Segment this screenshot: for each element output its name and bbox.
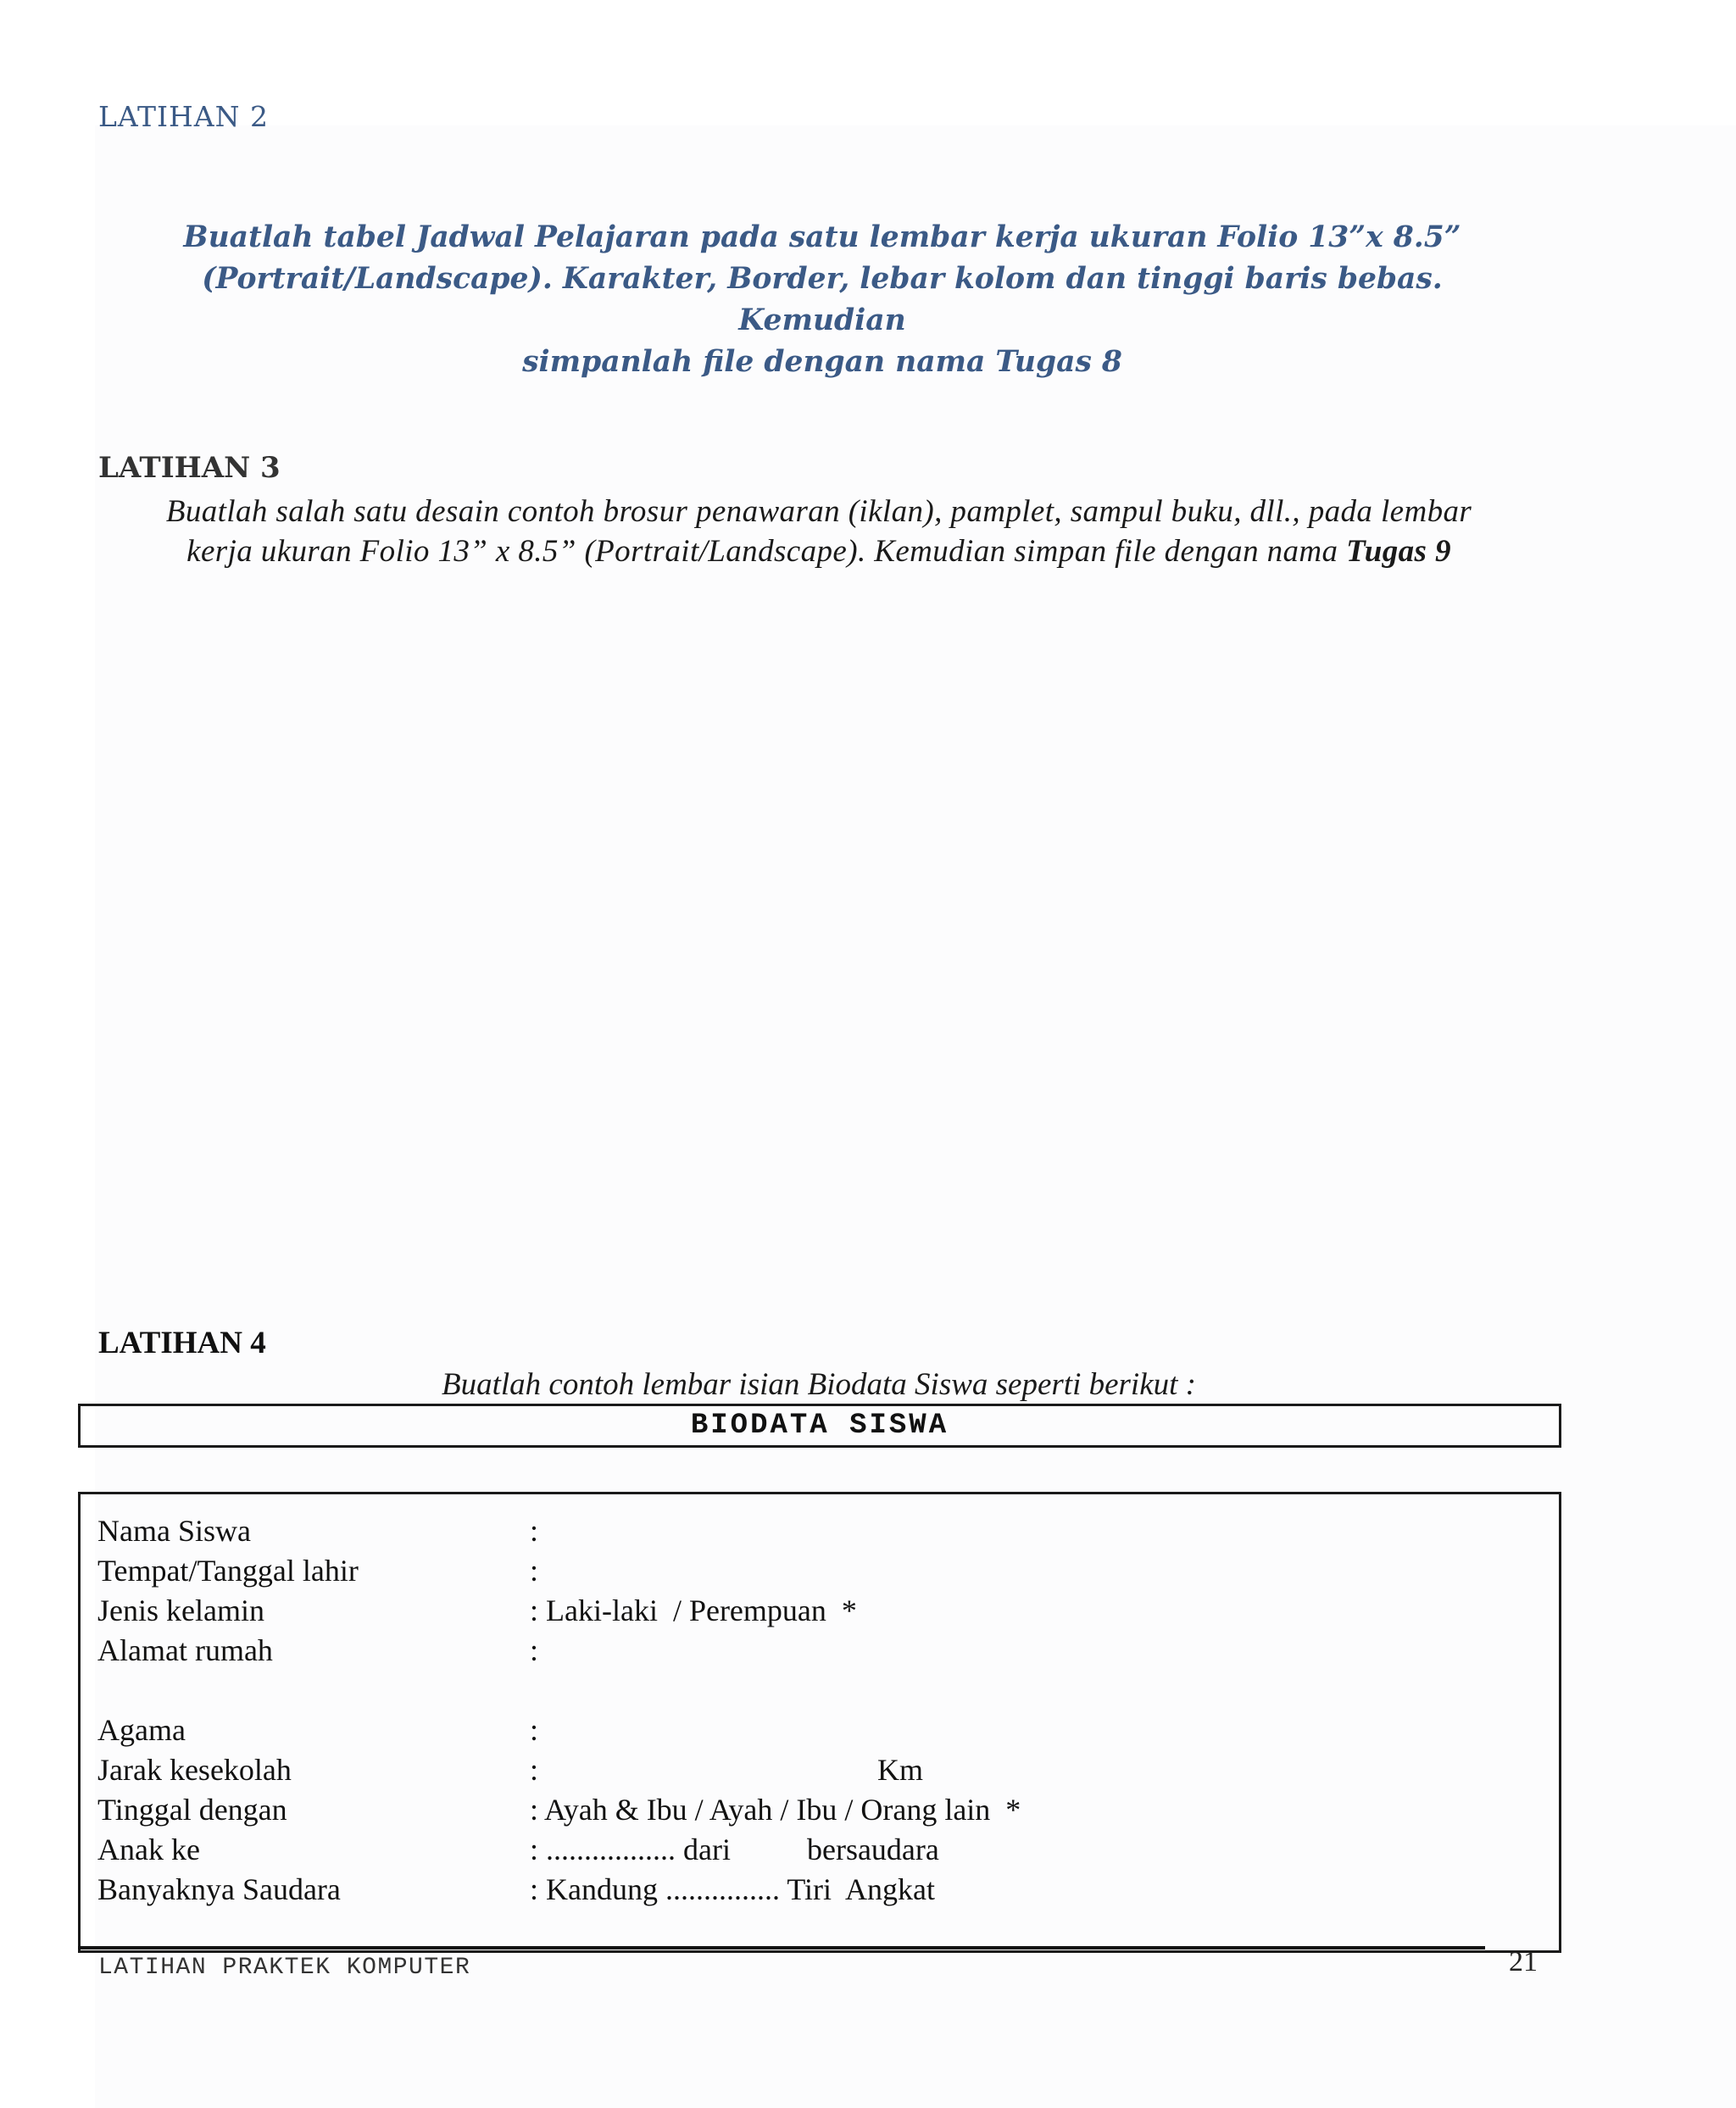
field-row-banyaknya-saudara (97, 1872, 1542, 1911)
field-label: Jarak kesekolah (97, 1753, 292, 1787)
field-value: : Kandung ............... Tiri Angkat (530, 1872, 936, 1906)
footer-rule (78, 1946, 1485, 1949)
field-row-agama (97, 1712, 1542, 1752)
field-row-anak-ke (97, 1832, 1542, 1872)
latihan-4-instruction: Buatlah contoh lembar isian Biodata Siswa seperti berikut : (442, 1367, 1196, 1402)
field-value: : Laki-laki / Perempuan * (530, 1594, 857, 1627)
field-label: Anak ke (97, 1833, 200, 1866)
field-row-tempat-tanggal-lahir (97, 1553, 1542, 1593)
field-value: : (530, 1514, 539, 1548)
field-value: : (530, 1554, 539, 1588)
field-row-tinggal-dengan (97, 1792, 1542, 1832)
latihan-3-line-2-text: kerja ukuran Folio 13” x 8.5” (Portrait/Landscape). Kemudian simpan file dengan nama (186, 534, 1347, 569)
field-row-alamat-rumah (97, 1632, 1542, 1672)
biodata-title-box (78, 1404, 1561, 1448)
biodata-fields (97, 1513, 1542, 1911)
field-unit: Km (877, 1753, 923, 1787)
latihan-3-instructions (98, 492, 1539, 571)
latihan-4-heading: LATIHAN 4 (98, 1326, 266, 1360)
latihan-2-instructions (119, 217, 1526, 383)
field-row-jarak-kesekolah (97, 1752, 1542, 1792)
field-label: Alamat rumah (97, 1633, 273, 1667)
field-value: : (530, 1633, 539, 1667)
latihan-3-line-1: Buatlah salah satu desain contoh brosur penawaran (iklan), pamplet, sampul buku, dll., pada lembar (165, 494, 1472, 529)
field-label: Nama Siswa (97, 1514, 251, 1548)
field-label: Tinggal dengan (97, 1793, 287, 1827)
latihan-3-heading: LATIHAN 3 (98, 451, 281, 485)
latihan-2-line-1: Buatlah tabel Jadwal Pelajaran pada satu lembar kerja ukuran Folio 13”x 8.5” (183, 220, 1461, 254)
field-value: : ................. dari bersaudara (530, 1833, 939, 1866)
field-row-jenis-kelamin (97, 1593, 1542, 1632)
field-label: Agama (97, 1713, 186, 1747)
latihan-2-heading: LATIHAN 2 (98, 100, 269, 133)
footer-title: LATIHAN PRAKTEK KOMPUTER (98, 1955, 471, 1981)
field-value: : (530, 1713, 539, 1747)
field-value: : (530, 1753, 539, 1787)
latihan-3-line-2 (98, 531, 1539, 571)
field-value: : Ayah & Ibu / Ayah / Ibu / Orang lain * (530, 1793, 1021, 1827)
field-label: Banyaknya Saudara (97, 1872, 341, 1906)
biodata-title: BIODATA SISWA (690, 1410, 949, 1442)
page-number: 21 (1509, 1946, 1538, 1977)
latihan-2-line-2: (Portrait/Landscape). Karakter, Border, lebar kolom dan tinggi baris bebas. Kemudian (202, 262, 1443, 337)
latihan-3-tugas-name: Tugas 9 (1346, 534, 1451, 569)
field-label: Tempat/Tanggal lahir (97, 1554, 359, 1588)
field-label: Jenis kelamin (97, 1594, 264, 1627)
biodata-form (78, 1492, 1561, 1953)
latihan-2-line-3: simpanlah file dengan nama Tugas 8 (522, 345, 1122, 379)
field-row-nama-siswa (97, 1513, 1542, 1553)
